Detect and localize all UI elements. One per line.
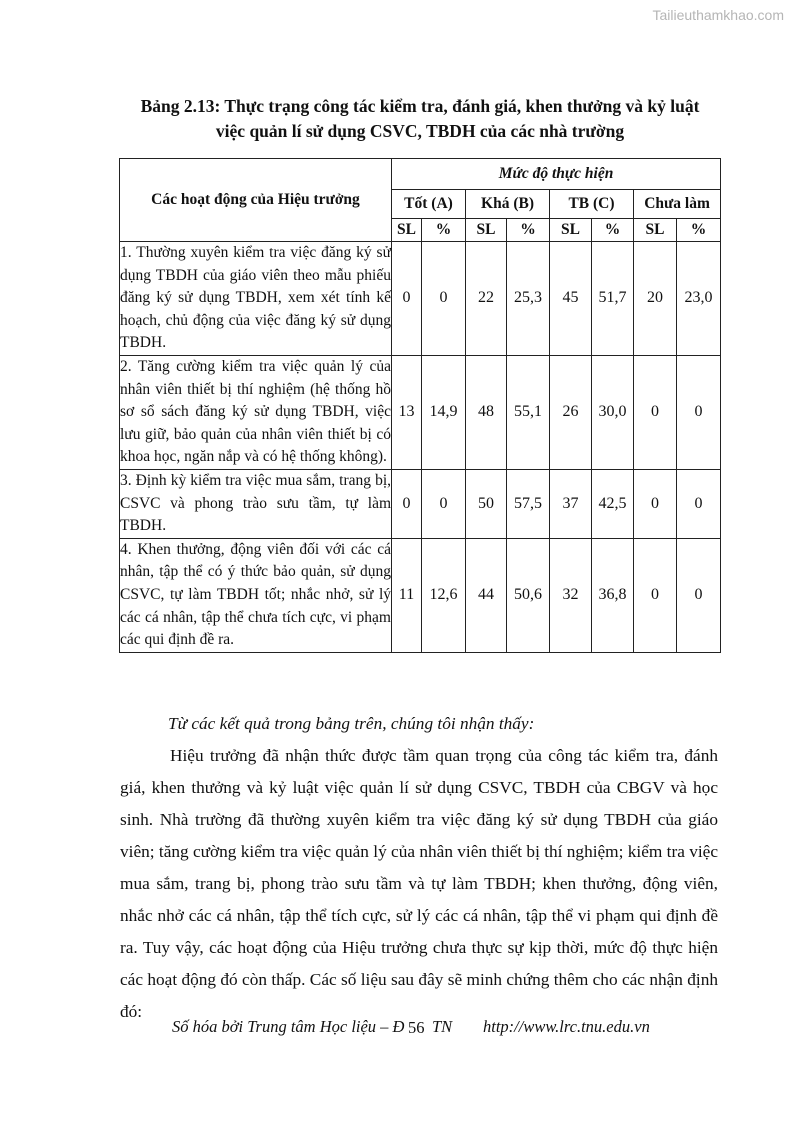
value-cell: 32: [550, 538, 592, 652]
table-row: [120, 355, 721, 469]
value-cell: 0: [392, 469, 422, 538]
value-cell: 0: [634, 355, 677, 469]
value-cell: 0: [422, 242, 466, 356]
page-number: 56: [408, 1018, 425, 1037]
value-cell: 50,6: [507, 538, 550, 652]
lead-sentence: [120, 708, 718, 740]
table-row: [120, 538, 721, 652]
footer-url[interactable]: http://www.lrc.tnu.edu.vn: [483, 1017, 650, 1036]
value-cell: 0: [392, 242, 422, 356]
value-cell: 25,3: [507, 242, 550, 356]
value-cell: 20: [634, 242, 677, 356]
table-caption: [100, 94, 740, 144]
watermark: Tailieuthamkhao.com: [652, 7, 784, 23]
body-paragraph: [120, 740, 718, 1028]
lead-text: Từ các kết quả trong bảng trên, chúng tôi nhận thấy:: [168, 714, 535, 733]
col-sl: SL: [466, 219, 507, 242]
value-cell: 42,5: [592, 469, 634, 538]
level-good: Tốt (A): [392, 190, 466, 219]
activity-header: Các hoạt động của Hiệu trưởng: [120, 159, 392, 242]
col-pct: %: [507, 219, 550, 242]
value-cell: 22: [466, 242, 507, 356]
activity-cell: 2. Tăng cường kiểm tra việc quản lý của nhân viên thiết bị thí nghiệm (hệ thống hồ sơ sổ sách đăng ký sử dụng TBDH, việc lưu giữ, bảo quản của nhân viên thiết bị có khoa học, ngăn nắp và có hệ thống không).: [120, 355, 392, 469]
value-cell: 30,0: [592, 355, 634, 469]
value-cell: 37: [550, 469, 592, 538]
value-cell: 50: [466, 469, 507, 538]
caption-line-1: Bảng 2.13: Thực trạng công tác kiểm tra, đánh giá, khen thưởng và kỷ luật: [140, 96, 700, 116]
value-cell: 0: [634, 538, 677, 652]
table-row: [120, 469, 721, 538]
footer-credit-end: TN: [432, 1017, 453, 1036]
value-cell: 44: [466, 538, 507, 652]
value-cell: 14,9: [422, 355, 466, 469]
level-header: Mức độ thực hiện: [392, 159, 721, 190]
value-cell: 48: [466, 355, 507, 469]
col-sl: SL: [392, 219, 422, 242]
value-cell: 13: [392, 355, 422, 469]
level-not-done: Chưa làm: [634, 190, 721, 219]
activity-cell: 3. Định kỳ kiểm tra việc mua sắm, trang bị, CSVC và phong trào sưu tầm, tự làm TBDH.: [120, 469, 392, 538]
col-sl: SL: [634, 219, 677, 242]
table-row: [120, 242, 721, 356]
value-cell: 0: [677, 538, 721, 652]
value-cell: 45: [550, 242, 592, 356]
evaluation-table: [119, 158, 721, 653]
value-cell: 51,7: [592, 242, 634, 356]
col-sl: SL: [550, 219, 592, 242]
value-cell: 12,6: [422, 538, 466, 652]
activity-cell: 4. Khen thưởng, động viên đối với các cá nhân, tập thể có ý thức bảo quản, sử dụng CSVC, tự làm TBDH tốt; nhắc nhở, sử lý các cá nhân, tập thể chưa tích cực, vi phạm các qui định đề ra.: [120, 538, 392, 652]
value-cell: 0: [677, 355, 721, 469]
value-cell: 23,0: [677, 242, 721, 356]
value-cell: 0: [422, 469, 466, 538]
value-cell: 0: [677, 469, 721, 538]
col-pct: %: [592, 219, 634, 242]
paragraph-text: Hiệu trưởng đã nhận thức được tầm quan trọng của công tác kiểm tra, đánh giá, khen thưởng và kỷ luật việc quản lí sử dụng CSVC, TBDH của CBGV và học sinh. Nhà trường đã thường xuyên kiểm tra việc đăng ký sử dụng TBDH của giáo viên; tăng cường kiểm tra việc quản lý của nhân viên thiết bị thí nghiệm; kiểm tra việc mua sắm, trang bị, phong trào sưu tầm và tự làm TBDH; khen thưởng, động viên, nhắc nhở các cá nhân, tập thể tích cực, sử lý các cá nhân, tập thể vi phạm qui định đề ra. Tuy vậy, các hoạt động của Hiệu trưởng chưa thực sự kịp thời, mức độ thực hiện các hoạt động đó còn thấp. Các số liệu sau đây sẽ minh chứng thêm cho các nhận định đó:: [120, 746, 718, 1021]
col-pct: %: [677, 219, 721, 242]
level-average: TB (C): [550, 190, 634, 219]
caption-line-2: việc quản lí sử dụng CSVC, TBDH của các nhà trường: [215, 121, 625, 141]
value-cell: 0: [634, 469, 677, 538]
footer-credit: Số hóa bởi Trung tâm Học liệu – Đ: [172, 1017, 405, 1036]
activity-cell: 1. Thường xuyên kiểm tra việc đăng ký sử dụng TBDH của giáo viên theo mẫu phiếu đăng ký sử dụng TBDH, xem xét tính kế hoạch, chủ động của việc đăng ký sử dụng TBDH.: [120, 242, 392, 356]
value-cell: 11: [392, 538, 422, 652]
level-fair: Khá (B): [466, 190, 550, 219]
value-cell: 55,1: [507, 355, 550, 469]
value-cell: 57,5: [507, 469, 550, 538]
value-cell: 36,8: [592, 538, 634, 652]
col-pct: %: [422, 219, 466, 242]
value-cell: 26: [550, 355, 592, 469]
